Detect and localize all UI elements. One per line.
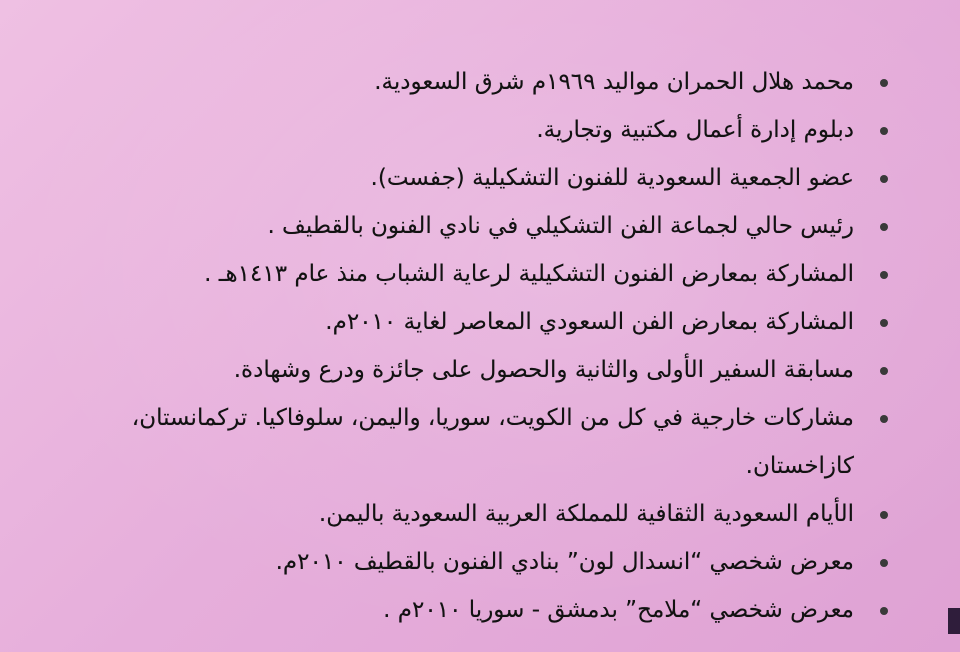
bullet-icon — [880, 175, 888, 183]
list-item — [76, 298, 896, 346]
list-item — [76, 538, 896, 586]
page-edge-mark — [948, 608, 960, 634]
list-item-text: عضو الجمعية السعودية للفنون التشكيلية (جفست). — [370, 165, 854, 191]
list-item-text: دبلوم إدارة أعمال مكتبية وتجارية. — [536, 117, 854, 143]
list-item — [76, 202, 896, 250]
bullet-icon — [880, 223, 888, 231]
bullet-icon — [880, 559, 888, 567]
list-item — [76, 106, 896, 154]
bullet-icon — [880, 367, 888, 375]
list-item — [76, 250, 896, 298]
list-item — [76, 58, 896, 106]
bullet-icon — [880, 79, 888, 87]
bullet-icon — [880, 271, 888, 279]
list-item — [76, 490, 896, 538]
list-item — [76, 154, 896, 202]
list-item-text: معرض شخصي “انسدال لون” بنادي الفنون بالقطيف ٢٠١٠م. — [275, 549, 854, 575]
bullet-icon — [880, 127, 888, 135]
list-item-text: المشاركة بمعارض الفن السعودي المعاصر لغاية ٢٠١٠م. — [325, 309, 854, 335]
biography-list — [76, 58, 896, 634]
list-item-text: مشاركات خارجية في كل من الكويت، سوريا، واليمن، سلوفاكيا. تركمانستان، كازاخستان. — [131, 405, 854, 479]
list-item-text: مسابقة السفير الأولى والثانية والحصول على جائزة ودرع وشهادة. — [233, 357, 854, 383]
list-item — [76, 346, 896, 394]
list-item-text: رئيس حالي لجماعة الفن التشكيلي في نادي الفنون بالقطيف . — [267, 213, 854, 239]
list-item-text: الأيام السعودية الثقافية للمملكة العربية السعودية باليمن. — [318, 501, 854, 527]
bullet-icon — [880, 319, 888, 327]
list-item — [76, 586, 896, 634]
list-item-text: المشاركة بمعارض الفنون التشكيلية لرعاية الشباب منذ عام ١٤١٣هـ . — [204, 261, 854, 287]
bullet-icon — [880, 415, 888, 423]
bullet-icon — [880, 607, 888, 615]
list-item-text: محمد هلال الحمران مواليد ١٩٦٩م شرق السعودية. — [374, 69, 854, 95]
list-item-text: معرض شخصي “ملامح” بدمشق - سوريا ٢٠١٠م . — [383, 597, 854, 623]
bullet-icon — [880, 511, 888, 519]
list-item — [76, 394, 896, 490]
